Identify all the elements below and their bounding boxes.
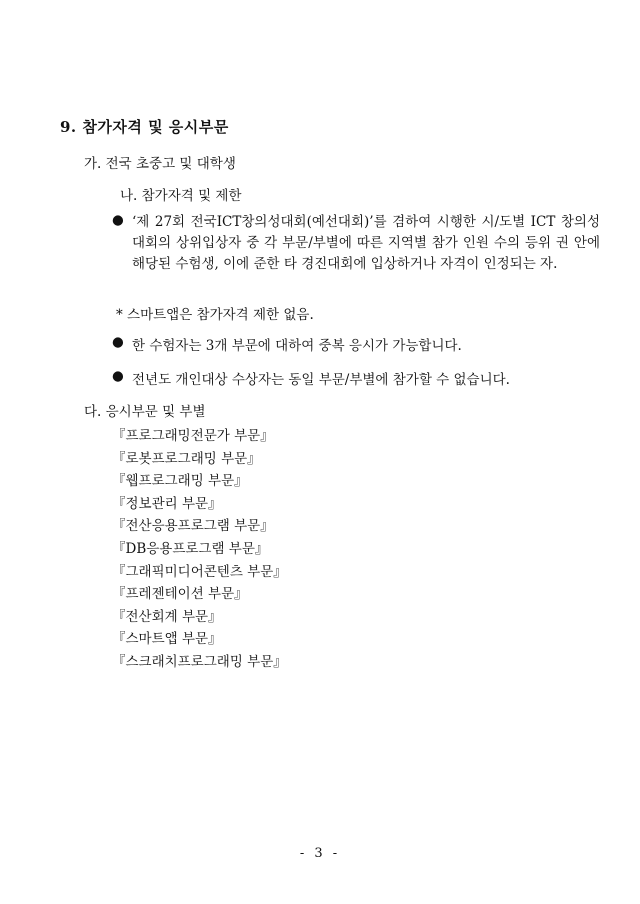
category-item: 『프로그래밍전문가 부문』 bbox=[112, 428, 274, 444]
star-note: * 스마트앱은 참가자격 제한 없음. bbox=[116, 307, 314, 323]
bullet-dot-icon: ● bbox=[112, 368, 124, 384]
categories-heading: 다. 응시부문 및 부별 bbox=[84, 404, 206, 420]
category-item: 『프레젠테이션 부문』 bbox=[112, 586, 248, 603]
category-list bbox=[112, 425, 287, 674]
bullet-item-1 bbox=[112, 212, 600, 275]
eligibility-na: 나. 참가자격 및 제한 bbox=[120, 188, 242, 204]
bullet-dot-icon: ● bbox=[112, 212, 124, 228]
bullet-item-2 bbox=[112, 334, 600, 354]
category-item: 『전산응용프로그램 부문』 bbox=[112, 518, 274, 535]
category-item: 『DB응용프로그램 부문』 bbox=[112, 540, 269, 557]
category-item: 『스크래치프로그래밍 부문』 bbox=[112, 653, 287, 670]
section-heading: 9. 참가자격 및 응시부문 bbox=[60, 118, 229, 136]
bullet-item-3 bbox=[112, 368, 600, 388]
bullet-dot-icon: ● bbox=[112, 334, 124, 350]
category-item: 『스마트앱 부문』 bbox=[112, 631, 222, 648]
category-item: 『정보관리 부문』 bbox=[112, 495, 222, 512]
page-number: - 3 - bbox=[299, 846, 341, 861]
eligibility-ga: 가. 전국 초중고 및 대학생 bbox=[84, 156, 236, 172]
category-item: 『웹프로그래밍 부문』 bbox=[112, 473, 248, 490]
bullet-text-2: 한 수험자는 3개 부문에 대하여 중복 응시가 가능합니다. bbox=[132, 338, 462, 354]
category-item: 『그래픽미디어콘텐츠 부문』 bbox=[112, 563, 287, 580]
bullet-text-1: ‘제 27회 전국ICT창의성대회(예선대회)’를 겸하여 시행한 시/도별 ICT 창의성대회의 상위입상자 중 각 부문/부별에 따른 지역별 참가 인원 수의 등위 권 안에 해당된 수험생, 이에 준한 타 경진대회에 입상하거나 자격이 인정되는 자. bbox=[132, 214, 600, 272]
category-item: 『로봇프로그래밍 부문』 bbox=[112, 450, 261, 467]
bullet-text-3: 전년도 개인대상 수상자는 동일 부문/부별에 참가할 수 없습니다. bbox=[132, 372, 510, 388]
category-item: 『전산회계 부문』 bbox=[112, 608, 222, 625]
